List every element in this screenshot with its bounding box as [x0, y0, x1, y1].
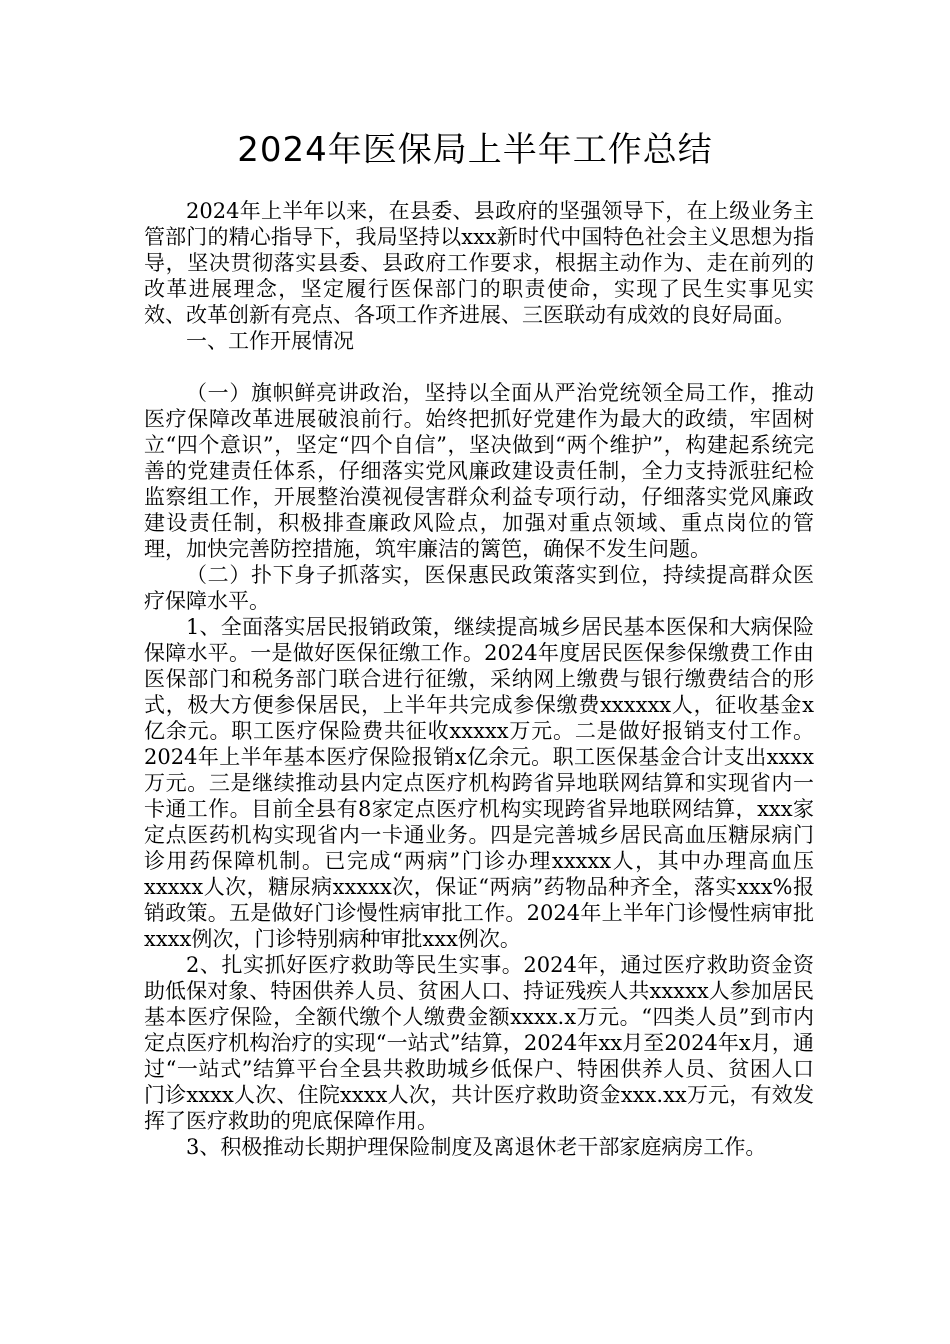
item-2-paragraph: 2、扎实抓好医疗救助等民生实事。2024年，通过医疗救助资金资助低保对象、特困供养人员、贫困人口、持证残疾人共xxxxx人参加居民基本医疗保险，全额代缴个人缴费金额xxxx.x万元。“四类人员”到市内定点医疗机构治疗的实现“一站式”结算，2024年xx月至2024年x月，通过“一站式”结算平台全县共救助城乡低保户、特困供养人员、贫困人口门诊xxxx人次、住院xxxx人次，共计医疗救助资金xxx.xx万元，有效发挥了医疗救助的兜底保障作用。: [144, 953, 814, 1133]
item-3-paragraph: 3、积极推动长期护理保险制度及离退休老干部家庭病房工作。: [186, 1135, 767, 1159]
document-title: 2024年医保局上半年工作总结: [237, 130, 713, 170]
subsection-2-heading: （二）扑下身子抓落实，医保惠民政策落实到位，持续提高群众医疗保障水平。: [144, 563, 814, 613]
item-1-paragraph: 1、全面落实居民报销政策，继续提高城乡居民基本医保和大病保险保障水平。一是做好医保征缴工作。2024年度居民医保参保缴费工作由医保部门和税务部门联合进行征缴，采纳网上缴费与银行缴费结合的形式，极大方便参保居民，上半年共完成参保缴费xxxxxx人，征收基金x亿余元。职工医疗保险费共征收xxxxx万元。二是做好报销支付工作。2024年上半年基本医疗保险报销x亿余元。职工医保基金合计支出xxxx万元。三是继续推动县内定点医疗机构跨省异地联网结算和实现省内一卡通工作。目前全县有8家定点医疗机构实现跨省异地联网结算，xxx家定点医药机构实现省内一卡通业务。四是完善城乡居民高血压糖尿病门诊用药保障机制。已完成“两病”门诊办理xxxxx人，其中办理高血压xxxxx人次，糖尿病xxxxx次，保证“两病”药物品种齐全，落实xxx%报销政策。五是做好门诊慢性病审批工作。2024年上半年门诊慢性病审批xxxx例次，门诊特别病种审批xxx例次。: [144, 615, 814, 951]
intro-paragraph: 2024年上半年以来，在县委、县政府的坚强领导下，在上级业务主管部门的精心指导下，我局坚持以xxx新时代中国特色社会主义思想为指导，坚决贯彻落实县委、县政府工作要求，根据主动作为、走在前列的改革进展理念，坚定履行医保部门的职责使命，实现了民生实事见实效、改革创新有亮点、各项工作齐进展、三医联动有成效的良好局面。: [144, 199, 814, 327]
section-heading-1: 一、工作开展情况: [186, 329, 354, 353]
subsection-1-paragraph: （一）旗帜鲜亮讲政治，坚持以全面从严治党统领全局工作，推动医疗保障改革进展破浪前行。始终把抓好党建作为最大的政绩，牢固树立“四个意识”，坚定“四个自信”，坚决做到“两个维护”，构建起系统完善的党建责任体系，仔细落实党风廉政建设责任制，全力支持派驻纪检监察组工作，开展整治漠视侵害群众利益专项行动，仔细落实党风廉政建设责任制，积极排查廉政风险点，加强对重点领域、重点岗位的管理，加快完善防控措施，筑牢廉洁的篱笆，确保不发生问题。: [144, 381, 814, 561]
document-body: [144, 198, 814, 1160]
